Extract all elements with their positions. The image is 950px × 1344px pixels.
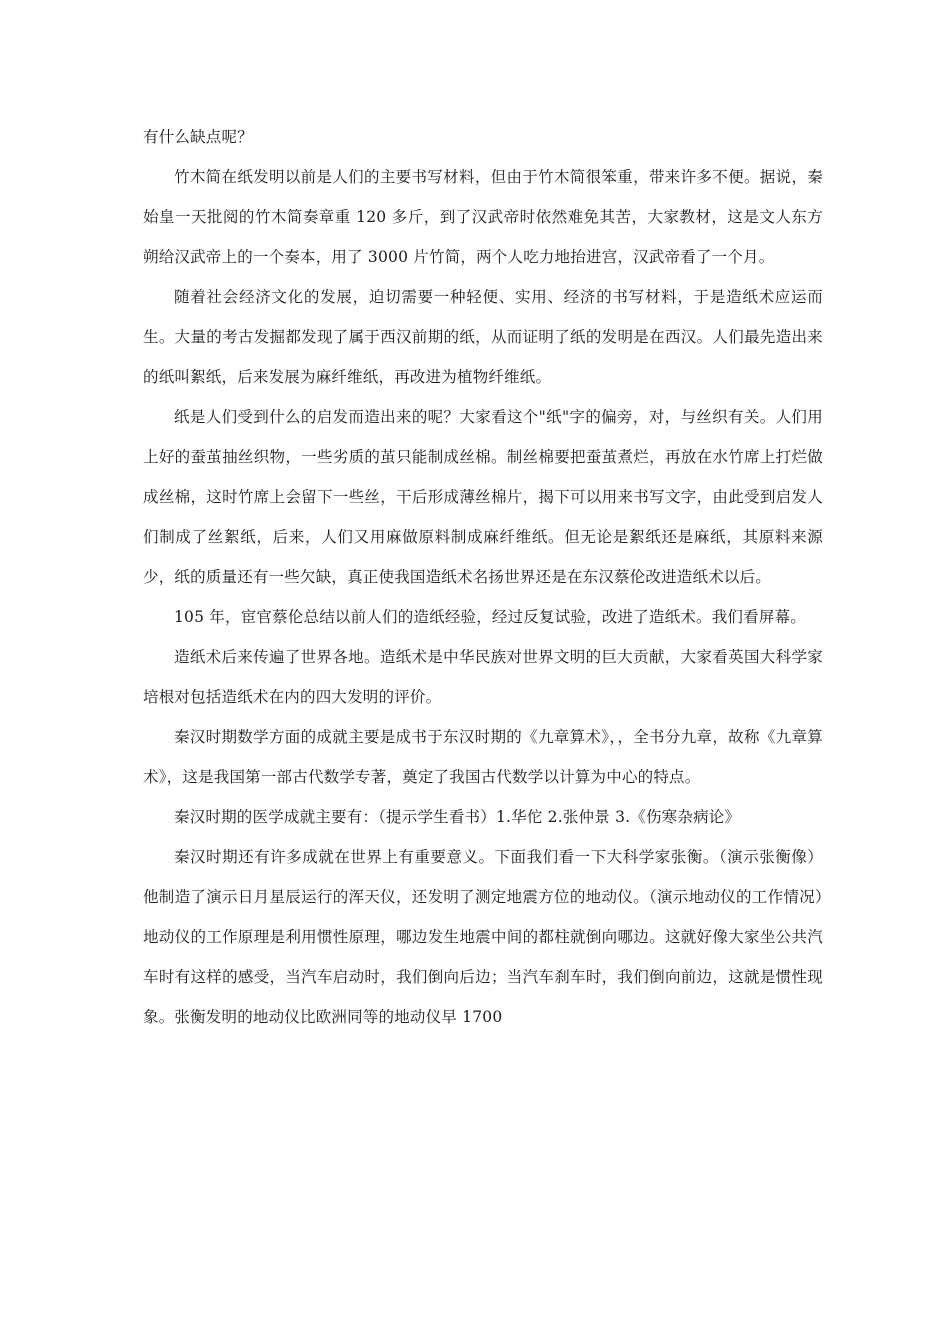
paragraph-1: 有什么缺点呢？ <box>143 128 253 146</box>
paragraph-6: 造纸术后来传遍了世界各地。造纸术是中华民族对世界文明的巨大贡献，大家看英国大科学家培根对包括造纸术在内的四大发明的评价。 <box>143 648 823 706</box>
paragraph-8: 秦汉时期的医学成就主要有：（提示学生看书）1.华佗 2.张仲景 3.《伤寒杂病论》 <box>174 808 741 826</box>
paragraph-4: 纸是人们受到什么的启发而造出来的呢？大家看这个"纸"字的偏旁，对，与丝织有关。人们用上好的蚕茧抽丝织物，一些劣质的茧只能制成丝棉。制丝棉要把蚕茧煮烂，再放在水竹席上打烂做成丝棉，这时竹席上会留下一些丝，干后形成薄丝棉片，揭下可以用来书写文字，由此受到启发人们制成了丝絮纸，后来，人们又用麻做原料制成麻纤维纸。但无论是絮纸还是麻纸，其原料来源少，纸的质量还有一些欠缺，真正使我国造纸术名扬世界还是在东汉蔡伦改进造纸术以后。 <box>143 408 823 586</box>
paragraph-2: 竹木简在纸发明以前是人们的主要书写材料，但由于竹木简很笨重，带来许多不便。据说，秦始皇一天批阅的竹木简奏章重 120 多斤，到了汉武帝时依然难免其苦，大家教材，这是文人东方朔给汉武帝上的一个奏本，用了 3000 片竹简，两个人吃力地抬进宫，汉武帝看了一个月。 <box>143 168 823 266</box>
paragraph-5: 105 年，宦官蔡伦总结以前人们的造纸经验，经过反复试验，改进了造纸术。我们看屏幕。 <box>174 608 806 626</box>
paragraph-7: 秦汉时期数学方面的成就主要是成书于东汉时期的《九章算术》，，全书分九章，故称《九章算术》，这是我国第一部古代数学专著，奠定了我国古代数学以计算为中心的特点。 <box>143 728 823 786</box>
paragraph-3: 随着社会经济文化的发展，迫切需要一种轻便、实用、经济的书写材料，于是造纸术应运而生。大量的考古发掘都发现了属于西汉前期的纸，从而证明了纸的发明是在西汉。人们最先造出来的纸叫絮纸，后来发展为麻纤维纸，再改进为植物纤维纸。 <box>143 288 823 386</box>
paragraph-9: 秦汉时期还有许多成就在世界上有重要意义。下面我们看一下大科学家张衡。（演示张衡像）他制造了演示日月星辰运行的浑天仪，还发明了测定地震方位的地动仪。（演示地动仪的工作情况）地动仪的工作原理是利用惯性原理，哪边发生地震中间的都柱就倒向哪边。这就好像大家坐公共汽车时有这样的感受，当汽车启动时，我们倒向后边；当汽车刹车时，我们倒向前边，这就是惯性现象。张衡发明的地动仪比欧洲同等的地动仪早 1700 <box>143 848 823 1026</box>
document-body <box>143 117 823 1037</box>
